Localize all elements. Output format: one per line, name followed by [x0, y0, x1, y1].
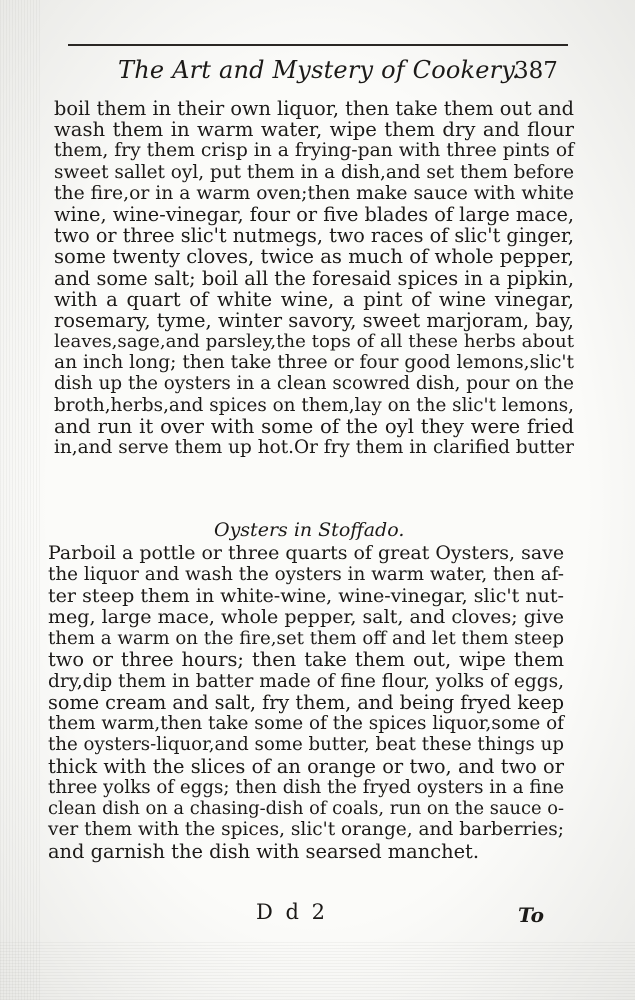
- text-line: them, fry them crisp in a frying-pan with three pints of: [54, 140, 574, 162]
- text-line: two or three slic't nutmegs, two races of slic't ginger,: [54, 224, 574, 248]
- paragraph-1: [54, 98, 574, 458]
- signature-mark: D d 2: [256, 900, 328, 924]
- text-line: an inch long; then take three or four good lemons,slic't: [54, 352, 574, 374]
- text-line: leaves,sage,and parsley,the tops of all these herbs about: [54, 331, 574, 353]
- text-line: some twenty cloves, twice as much of whole pepper,: [54, 245, 574, 269]
- text-line: broth,herbs,and spices on them,lay on the slic't lemons,: [54, 394, 574, 416]
- text-line: two or three hours; then take them out, wipe them: [48, 648, 564, 672]
- text-line: ver them with the spices, slic't orange, and barberries;: [48, 819, 564, 841]
- page-edge-texture: [0, 0, 40, 1000]
- text-line: in,and serve them up hot.Or fry them in clarified butter: [54, 437, 574, 458]
- text-line: wash them in warm water, wipe them dry and flour: [54, 118, 574, 142]
- text-line: the fire,or in a warm oven;then make sauce with white: [54, 182, 574, 204]
- running-head: The Art and Mystery of Cookery.: [118, 56, 520, 84]
- text-line: and run it over with some of the oyl they were fried: [54, 414, 574, 438]
- text-line: them a warm on the fire,set them off and let them steep: [48, 628, 564, 649]
- catchword: To: [518, 903, 544, 927]
- text-line: dish up the oysters in a clean scowred dish, pour on the: [54, 373, 574, 395]
- text-line: Parboil a pottle or three quarts of great Oysters, save: [48, 542, 565, 564]
- paragraph-2: [48, 543, 564, 862]
- section-heading: Oysters in Stoffado.: [214, 519, 405, 541]
- text-line: and some salt; boil all the foresaid spices in a pipkin,: [54, 266, 574, 290]
- text-line: the oysters-liquor,and some butter, beat these things up: [48, 734, 564, 756]
- text-line: and garnish the dish with searsed manchet.: [48, 839, 480, 863]
- text-line: boil them in their own liquor, then take them out and: [54, 97, 574, 120]
- text-line: clean dish on a chasing-dish of coals, run on the sauce o-: [48, 798, 564, 819]
- text-line: them warm,then take some of the spices liquor,some of: [48, 713, 564, 734]
- text-line: ter steep them in white-wine, wine-vinegar, slic't nut-: [48, 584, 564, 607]
- page-bottom-texture: [0, 940, 635, 1000]
- text-line: meg, large mace, whole pepper, salt, and cloves; give: [48, 605, 564, 628]
- text-line: with a quart of white wine, a pint of wine vinegar,: [54, 287, 574, 311]
- text-line: thick with the slices of an orange or two, and two or: [48, 754, 564, 778]
- text-line: sweet sallet oyl, put them in a dish,and set them before: [54, 161, 574, 183]
- header-rule: [68, 44, 568, 46]
- page-number: 387: [514, 58, 558, 84]
- text-line: three yolks of eggs; then dish the fryed oysters in a fine: [48, 776, 564, 798]
- text-line: some cream and salt, fry them, and being fryed keep: [48, 690, 565, 714]
- text-line: dry,dip them in batter made of fine flour, yolks of eggs,: [48, 670, 564, 692]
- text-line: wine, wine-vinegar, four or five blades of large mace,: [54, 202, 574, 226]
- text-line: the liquor and wash the oysters in warm water, then af-: [48, 564, 564, 586]
- text-line: rosemary, tyme, winter savory, sweet marjoram, bay,: [54, 308, 574, 332]
